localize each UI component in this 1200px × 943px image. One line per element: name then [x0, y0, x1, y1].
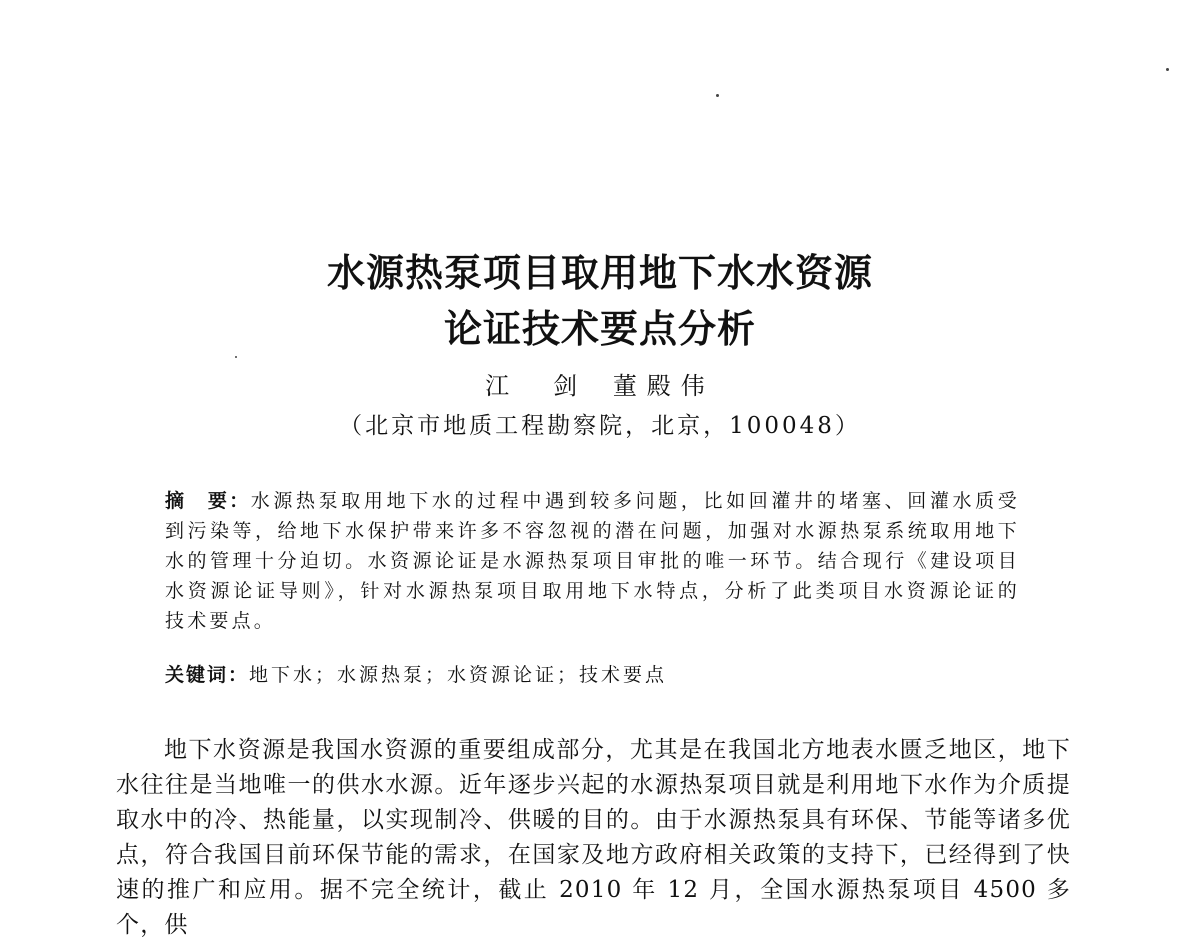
scan-speck	[235, 356, 237, 358]
abstract-text: 水源热泵取用地下水的过程中遇到较多问题，比如回灌井的堵塞、回灌水质受到污染等，给地下水保护带来许多不容忽视的潜在问题，加强对水源热泵系统取用地下水的管理十分迫切。水资源论证是水源热泵项目审批的唯一环节。结合现行《建设项目水资源论证导则》，针对水源热泵项目取用地下水特点，分析了此类项目水资源论证的技术要点。	[165, 490, 1020, 632]
author-name: 江 剑	[485, 372, 588, 400]
abstract	[165, 486, 1020, 636]
paper-title-line-2: 论证技术要点分析	[443, 307, 756, 351]
paper-title-line-1: 水源热泵项目取用地下水水资源	[326, 251, 873, 295]
author-affiliation: （北京市地质工程勘察院，北京，100048）	[339, 413, 861, 439]
author-name: 董殿伟	[612, 372, 715, 400]
scan-speck	[1166, 68, 1169, 71]
keywords	[165, 660, 1020, 690]
author-list	[0, 370, 1200, 402]
body-paragraph: 地下水资源是我国水资源的重要组成部分，尤其是在我国北方地表水匮乏地区，地下水往往是当地唯一的供水水源。近年逐步兴起的水源热泵项目就是利用地下水作为介质提取水中的冷、热能量，以实现制冷、供暖的目的。由于水源热泵具有环保、节能等诸多优点，符合我国目前环保节能的需求，在国家及地方政府相关政策的支持下，已经得到了快速的推广和应用。据不完全统计，截止 2010 年 12 月，全国水源热泵项目 4500 多个，供	[116, 737, 1071, 938]
keywords-label: 关键词：	[165, 664, 250, 686]
abstract-label: 摘 要：	[165, 490, 251, 512]
scan-speck	[716, 94, 719, 97]
keywords-text: 地下水；水源热泵；水资源论证；技术要点	[249, 664, 668, 686]
